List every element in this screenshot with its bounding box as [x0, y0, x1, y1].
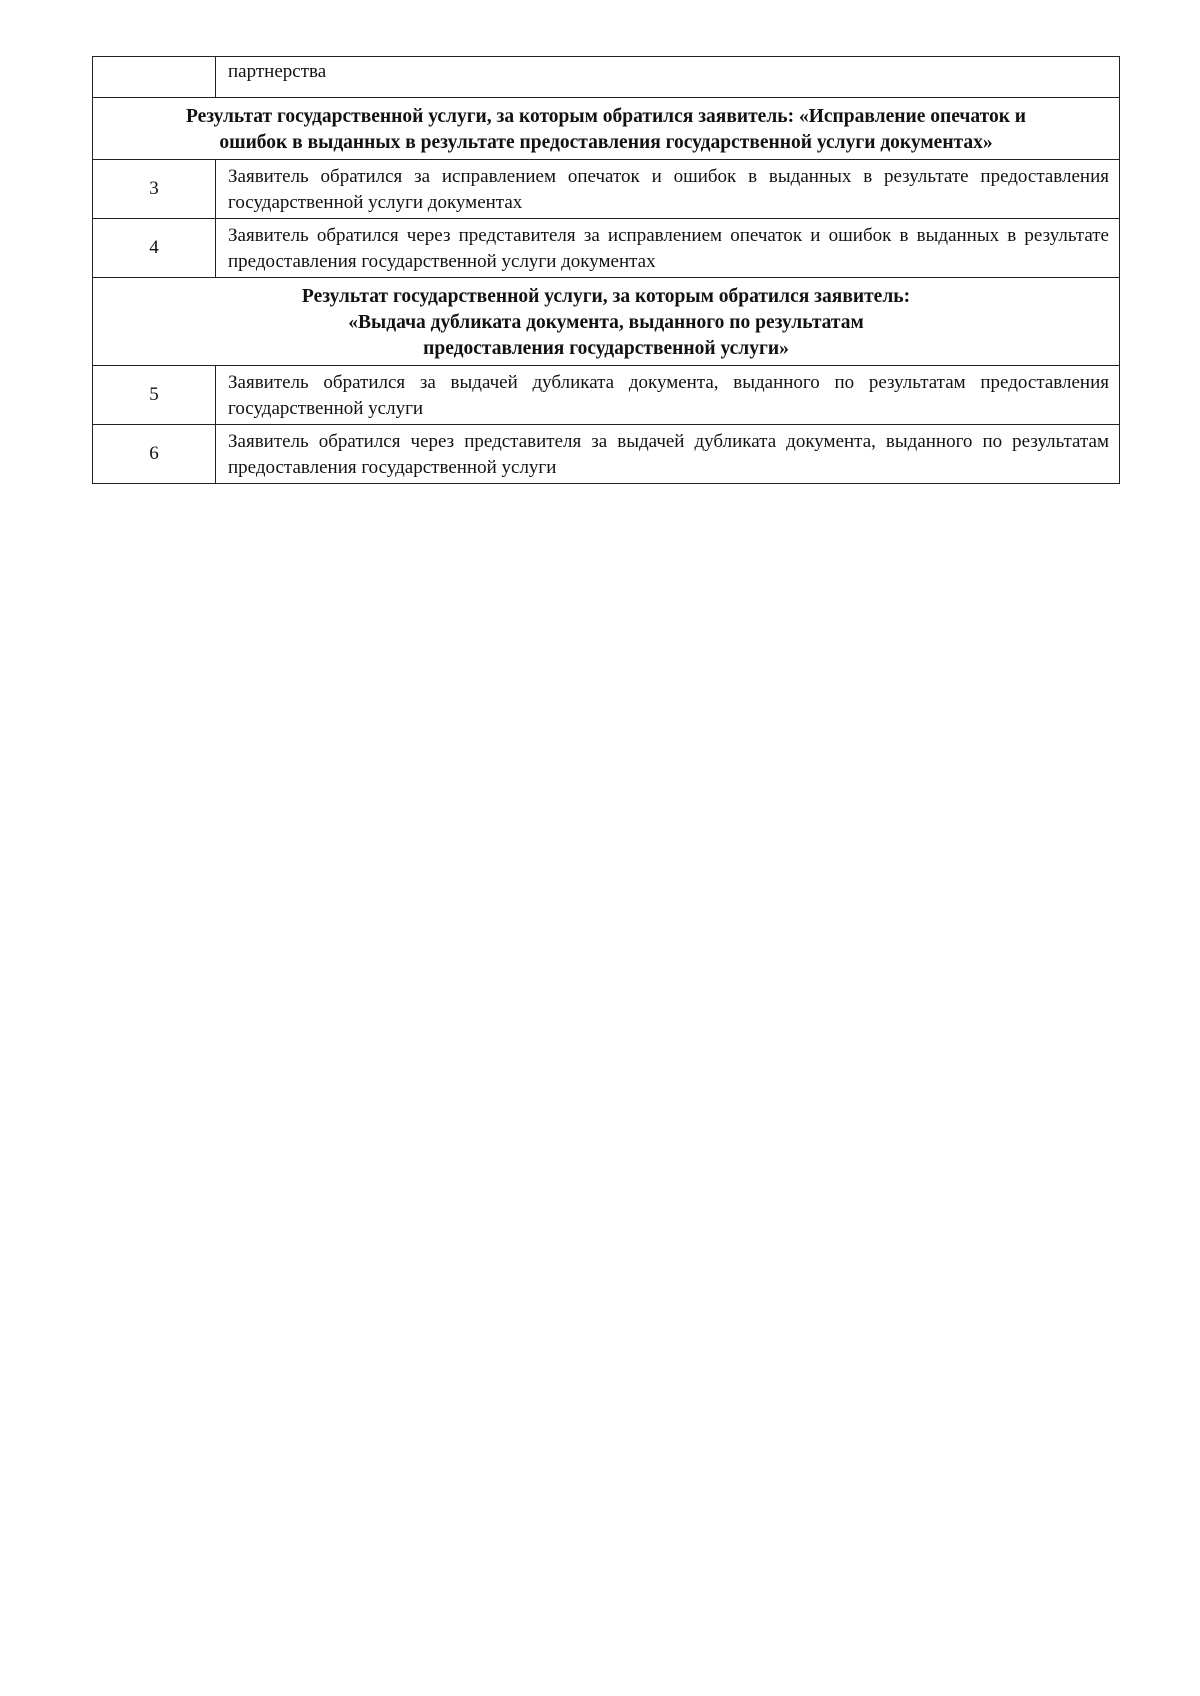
row-text: партнерства [216, 57, 1120, 98]
section-header-line: Результат государственной услуги, за которым обратился заявитель: [301, 286, 911, 307]
row-number: 4 [93, 219, 216, 278]
variants-table [92, 56, 1120, 484]
table-row [93, 160, 1120, 219]
section-header-line: «Выдача дубликата документа, выданного по результатам [348, 312, 864, 333]
row-text: Заявитель обратился за исправлением опечаток и ошибок в выданных в результате предоставления государственной услуги документах [216, 160, 1120, 219]
section-header [93, 98, 1120, 160]
row-number: 3 [93, 160, 216, 219]
row-text: Заявитель обратился через представителя за выдачей дубликата документа, выданного по результатам предоставления государственной услуги [216, 425, 1120, 484]
section-header-row [93, 278, 1120, 366]
row-text: Заявитель обратился через представителя за исправлением опечаток и ошибок в выданных в результате предоставления государственной услуги документах [216, 219, 1120, 278]
section-header-line: предоставления государственной услуги» [423, 338, 789, 359]
row-number [93, 57, 216, 98]
section-header-row [93, 98, 1120, 160]
section-header-line: Результат государственной услуги, за которым обратился заявитель: «Исправление опечаток и [185, 106, 1027, 127]
table-row [93, 366, 1120, 425]
table-row [93, 219, 1120, 278]
table-row [93, 57, 1120, 98]
row-text: Заявитель обратился за выдачей дубликата документа, выданного по результатам предоставления государственной услуги [216, 366, 1120, 425]
table-row [93, 425, 1120, 484]
section-header-line: ошибок в выданных в результате предоставления государственной услуги документах» [219, 132, 993, 153]
row-number: 6 [93, 425, 216, 484]
row-number: 5 [93, 366, 216, 425]
section-header [93, 278, 1120, 366]
